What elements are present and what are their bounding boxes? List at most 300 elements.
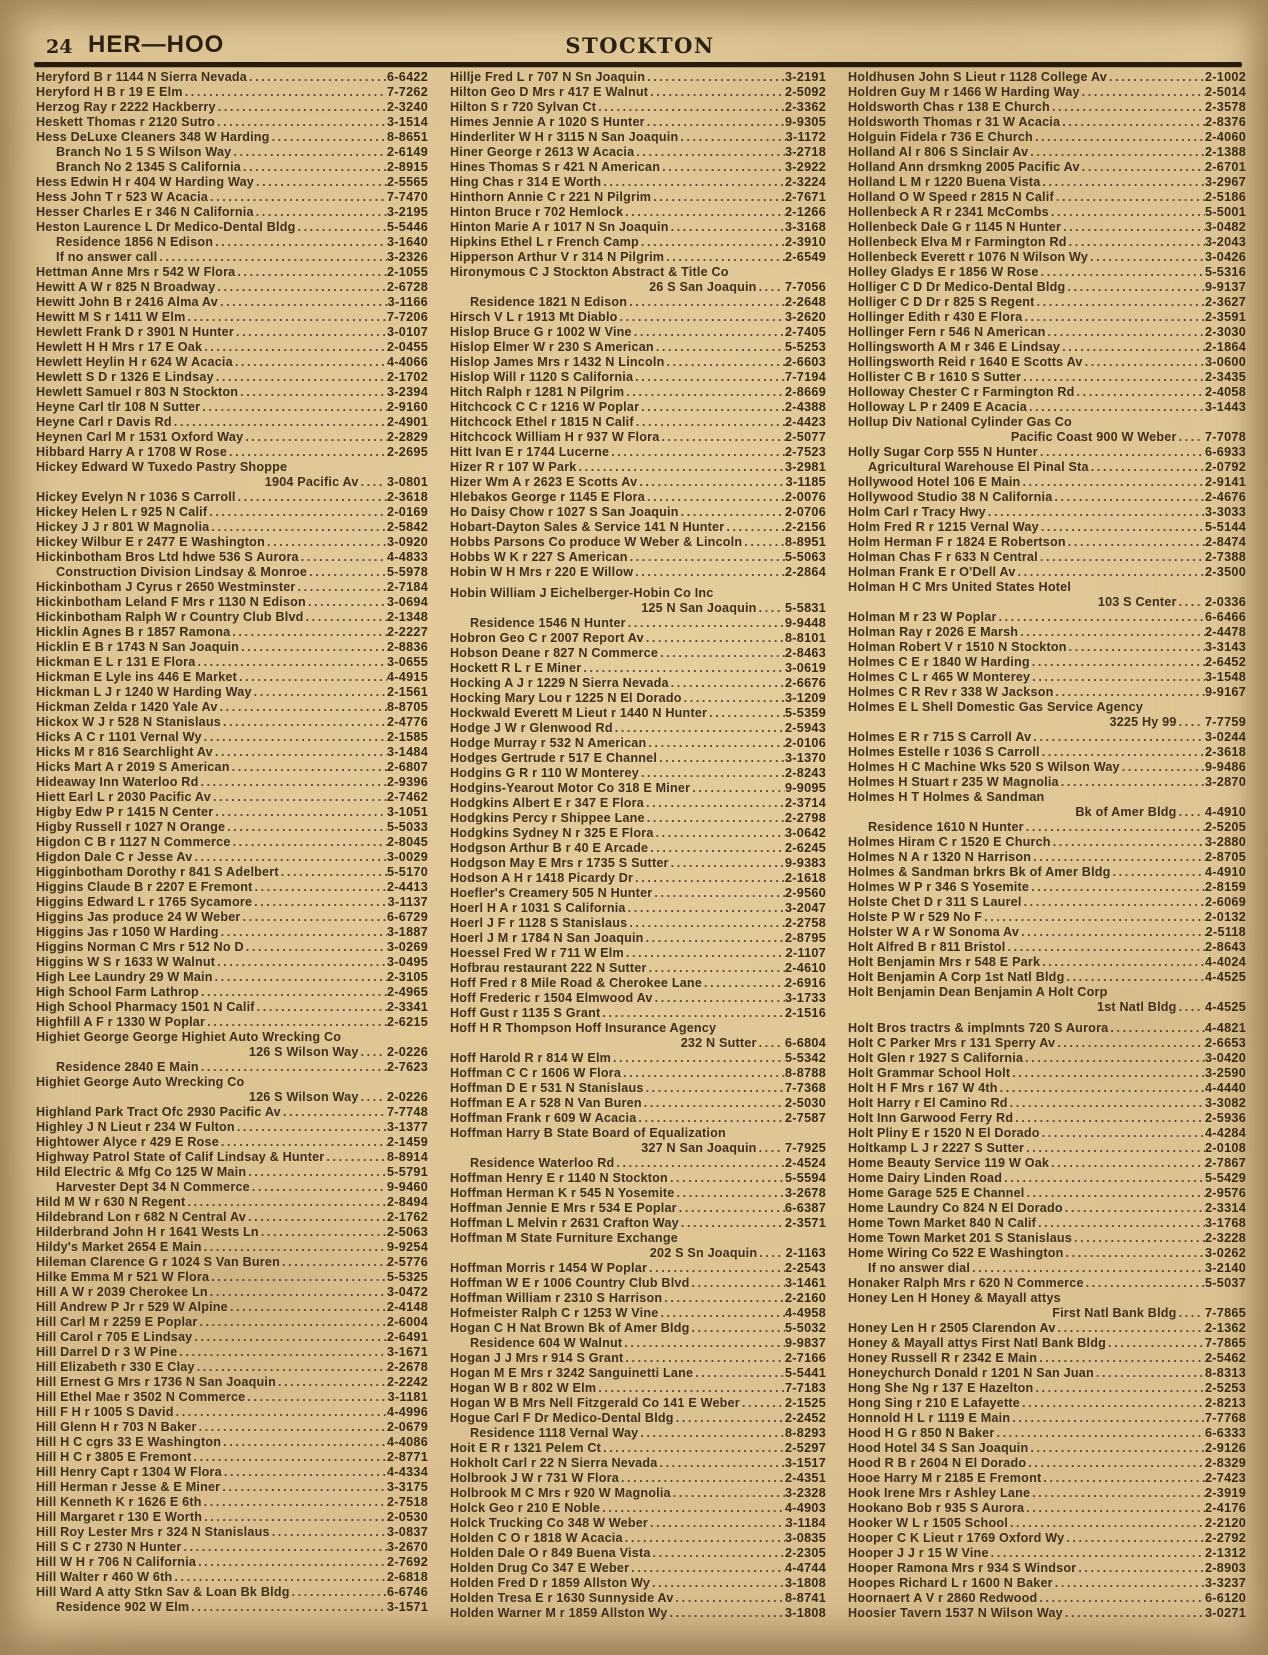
leader-dots xyxy=(669,220,785,235)
leader-dots xyxy=(623,205,785,220)
entry-phone: 5-5033 xyxy=(386,820,428,834)
leader-dots xyxy=(1024,1501,1205,1516)
entry-phone: 2-2452 xyxy=(784,1411,826,1425)
leader-dots xyxy=(1039,520,1205,535)
directory-entry xyxy=(36,1390,428,1405)
directory-entry xyxy=(848,505,1246,520)
directory-entry xyxy=(848,1081,1246,1096)
directory-entry xyxy=(36,1330,428,1345)
directory-entry xyxy=(36,340,428,355)
entry-text: Hodges Gertrude r 517 E Channel xyxy=(450,751,658,765)
leader-dots xyxy=(1010,1066,1205,1081)
entry-text: Holman Ray r 2026 E Marsh xyxy=(848,625,1019,639)
entry-text: Hilke Emma M r 521 W Flora xyxy=(36,1270,210,1284)
leader-dots xyxy=(1028,1441,1205,1456)
entry-text: Holt C Parker Mrs r 131 Sperry Av xyxy=(848,1036,1056,1050)
directory-entry xyxy=(450,1051,826,1066)
entry-text: Hill Elizabeth r 330 E Clay xyxy=(36,1360,195,1374)
leader-dots xyxy=(596,1381,785,1396)
entry-phone: 3-1461 xyxy=(784,1276,826,1290)
leader-dots xyxy=(208,1285,387,1300)
entry-text: Hogan W B r 802 W Elm xyxy=(450,1381,597,1395)
directory-entry xyxy=(450,520,826,535)
leader-dots xyxy=(246,1210,387,1225)
entry-phone: 2-6491 xyxy=(386,1330,428,1344)
directory-column xyxy=(450,70,826,1621)
leader-dots xyxy=(1018,625,1205,640)
entry-phone: 2-2160 xyxy=(784,1291,826,1305)
entry-text: Hild M W r 630 N Regent xyxy=(36,1195,186,1209)
entry-phone: 4-4024 xyxy=(1204,955,1246,969)
directory-entry xyxy=(848,625,1246,640)
leader-dots xyxy=(707,706,785,721)
leader-dots xyxy=(1024,1141,1205,1156)
directory-entry xyxy=(848,1141,1246,1156)
leader-dots xyxy=(218,700,387,715)
leader-dots xyxy=(1065,280,1205,295)
entry-phone: 6-6804 xyxy=(784,1036,826,1050)
entry-text: Higby Edw P r 1415 N Center xyxy=(36,805,214,819)
directory-entry xyxy=(450,1351,826,1366)
directory-entry xyxy=(36,295,428,310)
directory-entry xyxy=(848,400,1246,415)
directory-entry xyxy=(450,325,826,340)
leader-dots xyxy=(202,1240,387,1255)
directory-entry xyxy=(450,1516,826,1531)
directory-entry xyxy=(450,1291,826,1306)
entry-phone: 2-8903 xyxy=(1204,1561,1246,1575)
directory-entry xyxy=(848,1231,1246,1246)
entry-phone: 4-4440 xyxy=(1204,1081,1246,1095)
leader-dots xyxy=(668,1171,785,1186)
entry-text: Holmes Hiram C r 1520 E Church xyxy=(848,835,1051,849)
entry-text: Residence 1821 N Edison xyxy=(470,295,628,309)
entry-text: Hoffman Frank r 609 W Acacia xyxy=(450,1111,637,1125)
entry-phone: 2-1348 xyxy=(386,610,428,624)
leader-dots xyxy=(623,1531,785,1546)
entry-text: 103 S Center xyxy=(1097,595,1177,609)
leader-dots xyxy=(221,715,387,730)
directory-entry xyxy=(36,1060,428,1075)
leader-dots xyxy=(1033,1381,1205,1396)
leader-dots xyxy=(202,1495,387,1510)
entry-text: Holden Tresa E r 1630 Sunnyside Av xyxy=(450,1591,674,1605)
directory-entry xyxy=(848,985,1246,1000)
entry-text: Holster W A r W Sonoma Av xyxy=(848,925,1020,939)
entry-phone: 3-1181 xyxy=(387,1390,428,1404)
directory-entry xyxy=(450,1186,826,1201)
directory-entry xyxy=(848,1396,1246,1411)
leader-dots xyxy=(994,1426,1205,1441)
entry-text: Hewlett S D r 1326 E Lindsay xyxy=(36,370,214,384)
leader-dots xyxy=(252,685,387,700)
directory-entry xyxy=(36,1345,428,1360)
leader-dots xyxy=(644,1081,785,1096)
entry-phone: 4-4821 xyxy=(1204,1021,1246,1035)
directory-entry xyxy=(36,1255,428,1270)
entry-phone: 8-8914 xyxy=(386,1150,428,1164)
entry-text: Holmes E L Shell Domestic Gas Service Agency xyxy=(848,700,1144,714)
directory-entry xyxy=(848,310,1246,325)
entry-text: Higdon Dale C r Jesse Av xyxy=(36,850,193,864)
entry-text: Highland Park Tract Ofc 2930 Pacific Av xyxy=(36,1105,281,1119)
leader-dots xyxy=(270,130,387,145)
leader-dots xyxy=(191,1450,387,1465)
leader-dots xyxy=(218,295,388,310)
entry-phone: 2-7462 xyxy=(386,790,428,804)
entry-phone: 3-2981 xyxy=(784,460,826,474)
entry-phone: 7-7768 xyxy=(1204,1411,1246,1425)
directory-entry xyxy=(36,550,428,565)
leader-dots xyxy=(1084,1276,1205,1291)
directory-entry xyxy=(36,715,428,730)
entry-phone: 3-2328 xyxy=(784,1486,826,1500)
entry-text: Hobron Geo C r 2007 Report Av xyxy=(450,631,644,645)
entry-phone: 2-1561 xyxy=(386,685,428,699)
directory-entry xyxy=(36,415,428,430)
directory-entry xyxy=(848,850,1246,865)
directory-entry xyxy=(36,115,428,130)
leader-dots xyxy=(306,595,387,610)
entry-phone: 2-4351 xyxy=(784,1471,826,1485)
directory-entry xyxy=(848,745,1246,760)
entry-phone: 6-6466 xyxy=(1204,610,1246,624)
entry-phone: 2-3500 xyxy=(1204,565,1246,579)
leader-dots xyxy=(197,1420,387,1435)
header-rule xyxy=(34,62,1242,67)
directory-entry xyxy=(36,895,428,910)
entry-phone: 3-0694 xyxy=(386,595,428,609)
leader-dots xyxy=(639,235,785,250)
leader-dots xyxy=(677,1201,785,1216)
entry-phone: 6-6333 xyxy=(1204,1426,1246,1440)
entry-text: Hill F H r 1005 S David xyxy=(36,1405,174,1419)
directory-entry xyxy=(848,925,1246,940)
entry-phone: 5-5032 xyxy=(784,1321,826,1335)
directory-entry xyxy=(36,1315,428,1330)
entry-text: Hislop James Mrs r 1432 N Lincoln xyxy=(450,355,665,369)
leader-dots xyxy=(1053,685,1205,700)
entry-phone: 5-5325 xyxy=(386,1270,428,1284)
directory-entry xyxy=(36,265,428,280)
entry-phone: 5-5253 xyxy=(784,340,826,354)
directory-entry xyxy=(36,1360,428,1375)
entry-phone: 2-9160 xyxy=(386,400,428,414)
entry-phone: 3-2718 xyxy=(784,145,826,159)
entry-phone: 2-8915 xyxy=(386,160,428,174)
directory-entry xyxy=(36,745,428,760)
entry-text: Hill Andrew P Jr r 529 W Alpine xyxy=(36,1300,228,1314)
leader-dots xyxy=(637,475,785,490)
entry-text: High Lee Laundry 29 W Main xyxy=(36,970,213,984)
leader-dots xyxy=(236,490,387,505)
directory-entry xyxy=(450,1111,826,1126)
entry-text: Heyne Carl r Davis Rd xyxy=(36,415,172,429)
entry-text: Hicks Mart A r 2019 S American xyxy=(36,760,230,774)
directory-entry xyxy=(36,910,428,925)
leader-dots xyxy=(299,550,387,565)
leader-dots xyxy=(1020,475,1205,490)
leader-dots xyxy=(1063,1606,1205,1621)
entry-text: Hoosier Tavern 1537 N Wilson Way xyxy=(848,1606,1063,1620)
entry-text: Hocking A J r 1229 N Sierra Nevada xyxy=(450,676,669,690)
entry-phone: 4-4833 xyxy=(386,550,428,564)
entry-text: Holloway Chester C r Farmington Rd xyxy=(848,385,1075,399)
entry-phone: 2-4776 xyxy=(386,715,428,729)
leader-dots xyxy=(1030,670,1205,685)
directory-entry xyxy=(36,1270,428,1285)
leader-dots xyxy=(1054,190,1205,205)
leader-dots xyxy=(662,1291,785,1306)
directory-entry xyxy=(450,991,826,1006)
entry-text: Holm Herman F r 1824 E Robertson xyxy=(848,535,1066,549)
directory-entry xyxy=(848,895,1246,910)
entry-phone: 3-2195 xyxy=(386,205,428,219)
entry-text: Hilton Geo D Mrs r 417 E Walnut xyxy=(450,85,649,99)
entry-phone: 6-6422 xyxy=(386,70,428,84)
entry-text: Holman Robert V r 1510 N Stockton xyxy=(848,640,1067,654)
entry-text: Holste P W r 529 No F xyxy=(848,910,983,924)
entry-phone: 7-7368 xyxy=(784,1081,826,1095)
directory-entry xyxy=(36,1405,428,1420)
entry-text: Hong Sing r 210 E Lafayette xyxy=(848,1396,1020,1410)
leader-dots xyxy=(1040,175,1205,190)
directory-entry xyxy=(450,370,826,385)
entry-text: Hewitt John B r 2416 Alma Av xyxy=(36,295,218,309)
leader-dots xyxy=(233,355,387,370)
entry-phone: 3-2620 xyxy=(784,310,826,324)
leader-dots xyxy=(215,115,387,130)
directory-entry xyxy=(848,145,1246,160)
entry-text: Holly Sugar Corp 555 N Hunter xyxy=(848,445,1038,459)
directory-entry xyxy=(36,460,428,475)
directory-entry xyxy=(848,535,1246,550)
directory-entry xyxy=(36,1195,428,1210)
leader-dots xyxy=(577,460,785,475)
leader-dots xyxy=(209,520,387,535)
entry-text: Hirsch V L r 1913 Mt Diablo xyxy=(450,310,618,324)
leader-dots xyxy=(1008,1516,1205,1531)
entry-text: Holmes & Sandman brkrs Bk of Amer Bldg xyxy=(848,865,1111,879)
leader-dots xyxy=(623,1351,785,1366)
entry-phone: 3-1808 xyxy=(784,1576,826,1590)
entry-text: Hollenbeck A R r 2341 McCombs xyxy=(848,205,1049,219)
entry-text: Holden Dale O r 849 Buena Vista xyxy=(450,1546,651,1560)
entry-phone: 2-7523 xyxy=(784,445,826,459)
leader-dots xyxy=(1063,1201,1205,1216)
leader-dots xyxy=(225,820,387,835)
entry-phone: 5-5441 xyxy=(784,1366,826,1380)
entry-text: Hewitt M S r 1411 W Elm xyxy=(36,310,186,324)
leader-dots xyxy=(682,691,785,706)
entry-text: Hoff H R Thompson Hoff Insurance Agency xyxy=(450,1021,717,1035)
leader-dots xyxy=(177,1345,387,1360)
directory-entry xyxy=(848,610,1246,625)
entry-text: Hoffman William r 2310 S Harrison xyxy=(450,1291,663,1305)
entry-text: Hollingsworth Reid r 1640 E Scotts Av xyxy=(848,355,1083,369)
directory-entry xyxy=(848,880,1246,895)
directory-entry xyxy=(36,1210,428,1225)
entry-text: Hollywood Studio 38 N California xyxy=(848,490,1053,504)
entry-text: Hooe Harry M r 2185 E Fremont xyxy=(848,1471,1042,1485)
entry-text: Heryford H B r 19 E Elm xyxy=(36,85,183,99)
leader-dots xyxy=(231,835,387,850)
entry-text: Hoffman Harry B State Board of Equalization xyxy=(450,1126,726,1140)
directory-entry xyxy=(450,916,826,931)
directory-entry xyxy=(450,100,826,115)
leader-dots xyxy=(627,916,785,931)
leader-dots xyxy=(757,280,785,295)
directory-entry xyxy=(36,1105,428,1120)
entry-text: Holloway L P r 2409 E Acacia xyxy=(848,400,1027,414)
entry-phone: 5-5359 xyxy=(784,706,826,720)
directory-entry xyxy=(848,565,1246,580)
entry-phone: 2-0132 xyxy=(1204,910,1246,924)
entry-phone: 2-2227 xyxy=(386,625,428,639)
entry-text: Honey Russell R r 2342 E Main xyxy=(848,1351,1038,1365)
directory-entry xyxy=(848,1246,1246,1261)
directory-entry xyxy=(450,1546,826,1561)
directory-entry xyxy=(848,1171,1246,1186)
entry-phone: 9-9167 xyxy=(1204,685,1246,699)
directory-entry xyxy=(848,130,1246,145)
leader-dots xyxy=(1040,955,1205,970)
entry-phone: 3-0482 xyxy=(1204,220,1246,234)
leader-dots xyxy=(657,1456,785,1471)
entry-text: Hill H C r 3805 E Fremont xyxy=(36,1450,192,1464)
leader-dots xyxy=(216,100,387,115)
leader-dots xyxy=(199,985,387,1000)
leader-dots xyxy=(1040,745,1205,760)
directory-entry xyxy=(36,1180,428,1195)
entry-text: Hizer R r 107 W Park xyxy=(450,460,577,474)
entry-phone: 5-5831 xyxy=(784,601,826,615)
leader-dots xyxy=(1046,325,1205,340)
directory-entry xyxy=(848,865,1246,880)
leader-dots xyxy=(235,1120,387,1135)
city-title: STOCKTON xyxy=(565,33,715,58)
entry-text: Hogan J J Mrs r 914 S Grant xyxy=(450,1351,624,1365)
leader-dots xyxy=(1060,340,1205,355)
entry-phone: 2-4058 xyxy=(1204,385,1246,399)
entry-phone: 2-6245 xyxy=(784,841,826,855)
entry-text: Hockwald Everett M Lieut r 1440 N Hunter xyxy=(450,706,708,720)
directory-entry xyxy=(36,355,428,370)
entry-phone: 4-4915 xyxy=(386,670,428,684)
directory-entry xyxy=(450,856,826,871)
entry-phone: 2-2156 xyxy=(784,520,826,534)
directory-entry xyxy=(450,1606,826,1621)
directory-entry xyxy=(450,565,826,580)
entry-text: Hettman Anne Mrs r 542 W Flora xyxy=(36,265,236,279)
entry-text: Hoerl J M r 1784 N San Joaquin xyxy=(450,931,644,945)
entry-text: Hood H G r 850 N Baker xyxy=(848,1426,995,1440)
leader-dots xyxy=(270,1525,387,1540)
directory-entry xyxy=(36,1465,428,1480)
leader-dots xyxy=(252,895,388,910)
entry-phone: 2-8329 xyxy=(1204,1456,1246,1470)
entry-phone: 2-5936 xyxy=(1204,1111,1246,1125)
entry-text: Hookano Bob r 935 S Aurora xyxy=(848,1501,1025,1515)
entry-text: Hofmeister Ralph C r 1253 W Vine xyxy=(450,1306,659,1320)
entry-text: Highley J N Lieut r 234 W Fulton xyxy=(36,1120,235,1134)
directory-entry xyxy=(36,1300,428,1315)
entry-text: First Natl Bank Bldg xyxy=(1052,1306,1177,1320)
leader-dots xyxy=(669,676,785,691)
entry-phone: 2-1002 xyxy=(1204,70,1246,84)
entry-text: Hill H C cgrs 33 E Washington xyxy=(36,1435,222,1449)
leader-dots xyxy=(626,901,785,916)
directory-entry xyxy=(848,1096,1246,1111)
leader-dots xyxy=(639,400,785,415)
entry-phone: 3-0472 xyxy=(386,1285,428,1299)
directory-entry xyxy=(36,880,428,895)
leader-dots xyxy=(219,1135,387,1150)
leader-dots xyxy=(1052,490,1205,505)
entry-text: Hoffman Jennie E Mrs r 534 E Poplar xyxy=(450,1201,677,1215)
directory-entry xyxy=(36,175,428,190)
leader-dots xyxy=(678,130,785,145)
directory-entry xyxy=(450,1456,826,1471)
leader-dots xyxy=(647,1261,785,1276)
entry-phone: 2-8705 xyxy=(1204,850,1246,864)
entry-phone: 2-0108 xyxy=(1204,1141,1246,1155)
entry-phone: 2-1516 xyxy=(784,1006,826,1020)
leader-dots xyxy=(601,175,785,190)
leader-dots xyxy=(622,1336,785,1351)
entry-text: Hickey Wilbur E r 2477 E Washington xyxy=(36,535,265,549)
leader-dots xyxy=(1107,70,1205,85)
leader-dots xyxy=(1083,355,1205,370)
entry-phone: 5-5978 xyxy=(386,565,428,579)
directory-entry xyxy=(450,130,826,145)
entry-text: Hill Ernest G Mrs r 1736 N San Joaquin xyxy=(36,1375,276,1389)
entry-text: Hill Herman r Jesse & E Miner xyxy=(36,1480,221,1494)
leader-dots xyxy=(997,610,1205,625)
directory-entry xyxy=(36,1075,428,1090)
leader-dots xyxy=(638,1426,785,1441)
entry-phone: 2-2758 xyxy=(784,916,826,930)
leader-dots xyxy=(192,850,387,865)
entry-phone: 2-8045 xyxy=(386,835,428,849)
entry-phone: 7-7183 xyxy=(784,1381,826,1395)
entry-text: Hodgins-Yearout Motor Co 318 E Miner xyxy=(450,781,691,795)
directory-entry xyxy=(450,751,826,766)
leader-dots xyxy=(1013,1111,1205,1126)
directory-entry xyxy=(848,1261,1246,1276)
entry-phone: 3-1184 xyxy=(785,1516,826,1530)
directory-entry xyxy=(36,235,428,250)
directory-entry xyxy=(848,715,1246,730)
entry-phone: 2-7518 xyxy=(386,1495,428,1509)
entry-phone: 3-1137 xyxy=(387,895,428,909)
entry-text: Hildebrand Lon r 682 N Central Av xyxy=(36,1210,247,1224)
leader-dots xyxy=(185,1195,387,1210)
leader-dots xyxy=(724,520,785,535)
entry-text: Hill Margaret r 130 E Worth xyxy=(36,1510,203,1524)
leader-dots xyxy=(202,340,387,355)
entry-text: Residence Waterloo Rd xyxy=(470,1156,615,1170)
entry-text: Holste Chet D r 311 S Laurel xyxy=(848,895,1022,909)
entry-phone: 2-6603 xyxy=(784,355,826,369)
directory-entry xyxy=(848,280,1246,295)
entry-phone: 3-2394 xyxy=(386,385,428,399)
leader-dots xyxy=(1037,1351,1205,1366)
entry-text: Hoffman M State Furniture Exchange xyxy=(450,1231,678,1245)
entry-phone: 2-9560 xyxy=(784,886,826,900)
page-number: 24 xyxy=(46,36,73,58)
directory-entry xyxy=(848,220,1246,235)
